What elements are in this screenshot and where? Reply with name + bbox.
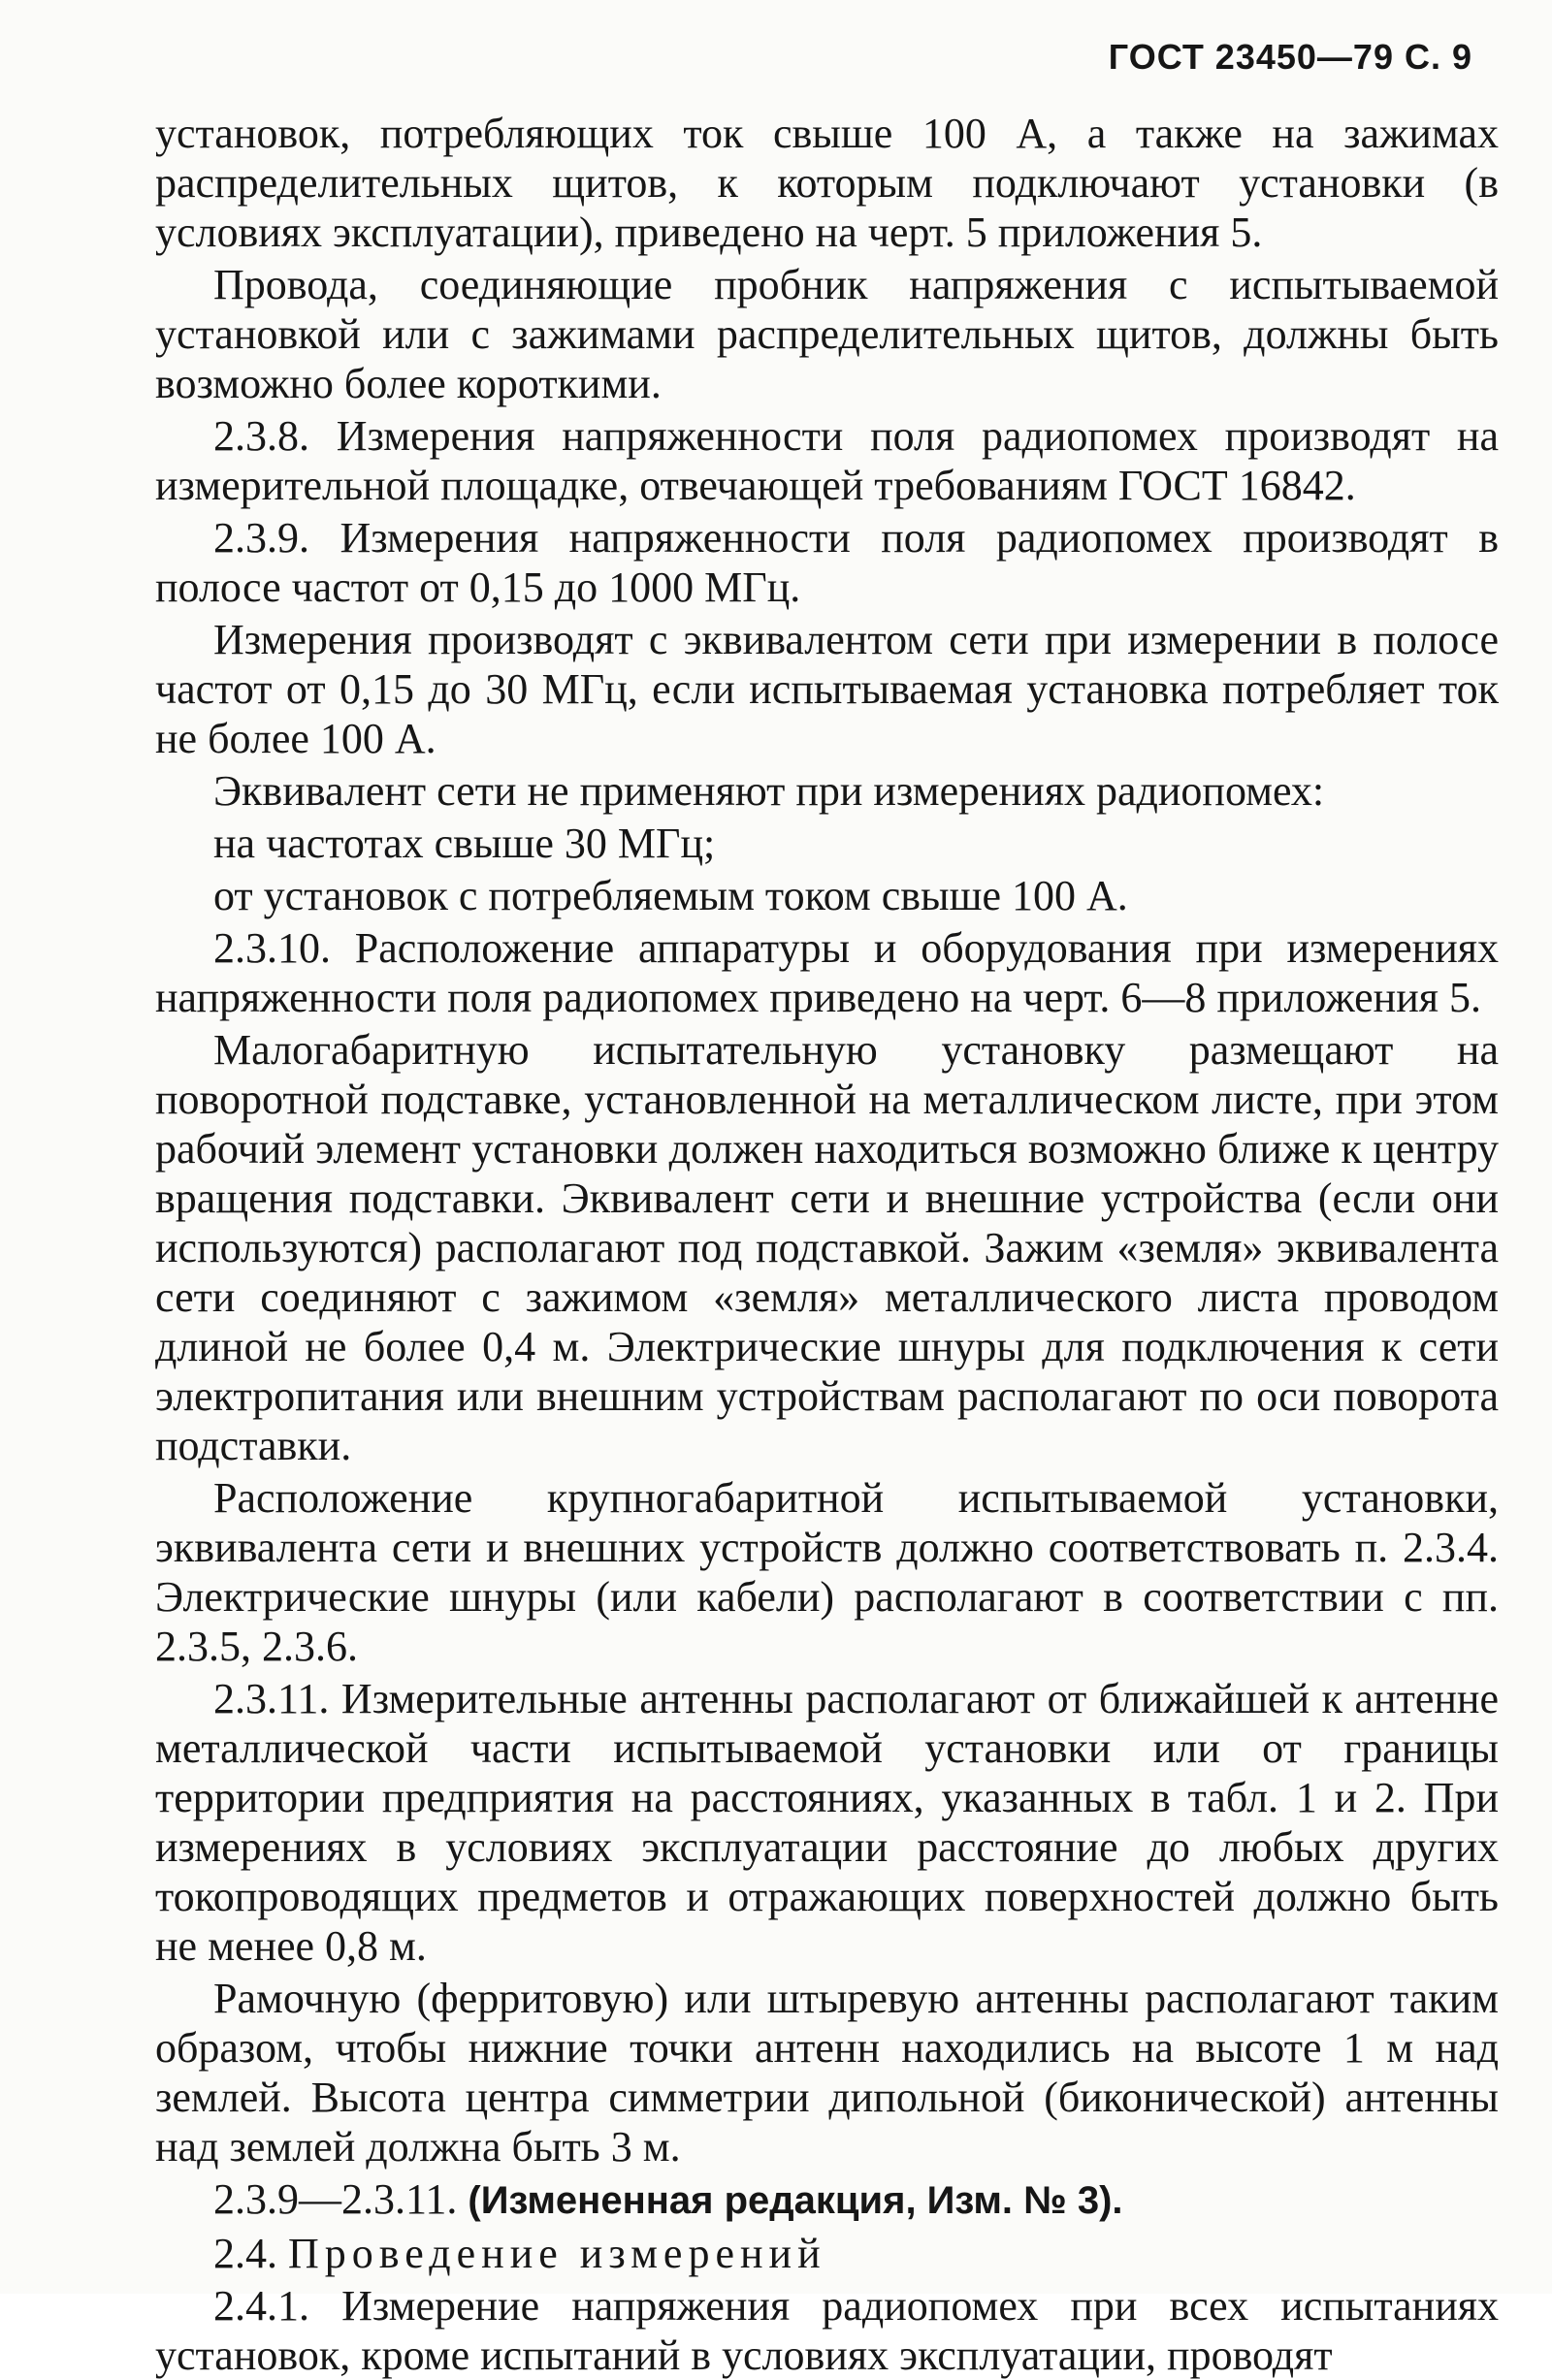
section-heading — [155, 2229, 1499, 2278]
paragraph: Провода, соединяющие пробник напряжения с испытываемой установкой или с зажимами распределительных щитов, должны быть возможно более короткими. — [155, 261, 1499, 407]
paragraph-2-3-8: 2.3.8. Измерения напряженности поля радиопомех производят на измерительной площадке, отвечающей требованиям ГОСТ 16842. — [155, 412, 1499, 509]
document-body — [155, 109, 1499, 2380]
paragraph-2-3-10: 2.3.10. Расположение аппаратуры и оборудования при измерениях напряженности поля радиопомех приведено на черт. 6—8 приложения 5. — [155, 924, 1499, 1021]
paragraph: Рамочную (ферритовую) или штыревую антенны располагают таким образом, чтобы нижние точки антенн находились на высоте 1 м над землей. Высота центра симметрии дипольной (биконической) антенны над землей должна быть 3 м. — [155, 1975, 1499, 2171]
page-header: ГОСТ 23450—79 С. 9 — [1108, 37, 1472, 77]
amendment-reference: 2.3.9—2.3.11. — [213, 2175, 458, 2223]
list-item: от установок с потребляемым током свыше 100 А. — [213, 872, 1128, 919]
section-title: Проведение измерений — [288, 2230, 826, 2277]
paragraph-2-3-11: 2.3.11. Измерительные антенны располагают от ближайшей к антенне металлической части испытываемой установки или от границы территории предприятия на расстояниях, указанных в табл. 1 и 2. При измерениях в условиях эксплуатации расстояние до любых других токопроводящих предметов и отражающих поверхностей должно быть не менее 0,8 м. — [155, 1675, 1499, 1970]
list-item: на частотах свыше 30 МГц; — [213, 820, 716, 867]
paragraph-2-4-1: 2.4.1. Измерение напряжения радиопомех при всех испытаниях установок, кроме испытаний в условиях эксплуатации, проводят — [155, 2282, 1499, 2379]
paragraph: Расположение крупногабаритной испытываемой установки, эквивалента сети и внешних устройств должно соответствовать п. 2.3.4. Электрические шнуры (или кабели) располагают в соответствии с пп. 2.3.5, 2.3.6. — [155, 1474, 1499, 1670]
amendment-note — [155, 2174, 1499, 2226]
section-number: 2.4. — [213, 2230, 277, 2277]
paragraph: Измерения производят с эквивалентом сети при измерении в полосе частот от 0,15 до 30 МГц, если испытываемая установка потребляет ток не более 100 А. — [155, 616, 1499, 762]
paragraph: установок, потребляющих ток свыше 100 А, а также на зажимах распределительных щитов, к которым подключают установки (в условиях эксплуатации), приведено на черт. 5 приложения 5. — [155, 110, 1499, 256]
amendment-label: (Измененная редакция, Изм. № 3). — [468, 2179, 1123, 2222]
paragraph: Эквивалент сети не применяют при измерениях радиопомех: — [213, 767, 1325, 815]
paragraph-2-3-9: 2.3.9. Измерения напряженности поля радиопомех производят в полосе частот от 0,15 до 1000 МГц. — [155, 514, 1499, 611]
paragraph: Малогабаритную испытательную установку размещают на поворотной подставке, установленной на металлическом листе, при этом рабочий элемент установки должен находиться возможно ближе к центру вращения подставки. Эквивалент сети и внешние устройства (если они используются) располагают под подставкой. Зажим «земля» эквивалента сети соединяют с зажимом «земля» металлического листа проводом длиной не более 0,4 м. Электрические шнуры для подключения к сети электропитания или внешним устройствам располагают по оси поворота подставки. — [155, 1026, 1499, 1469]
